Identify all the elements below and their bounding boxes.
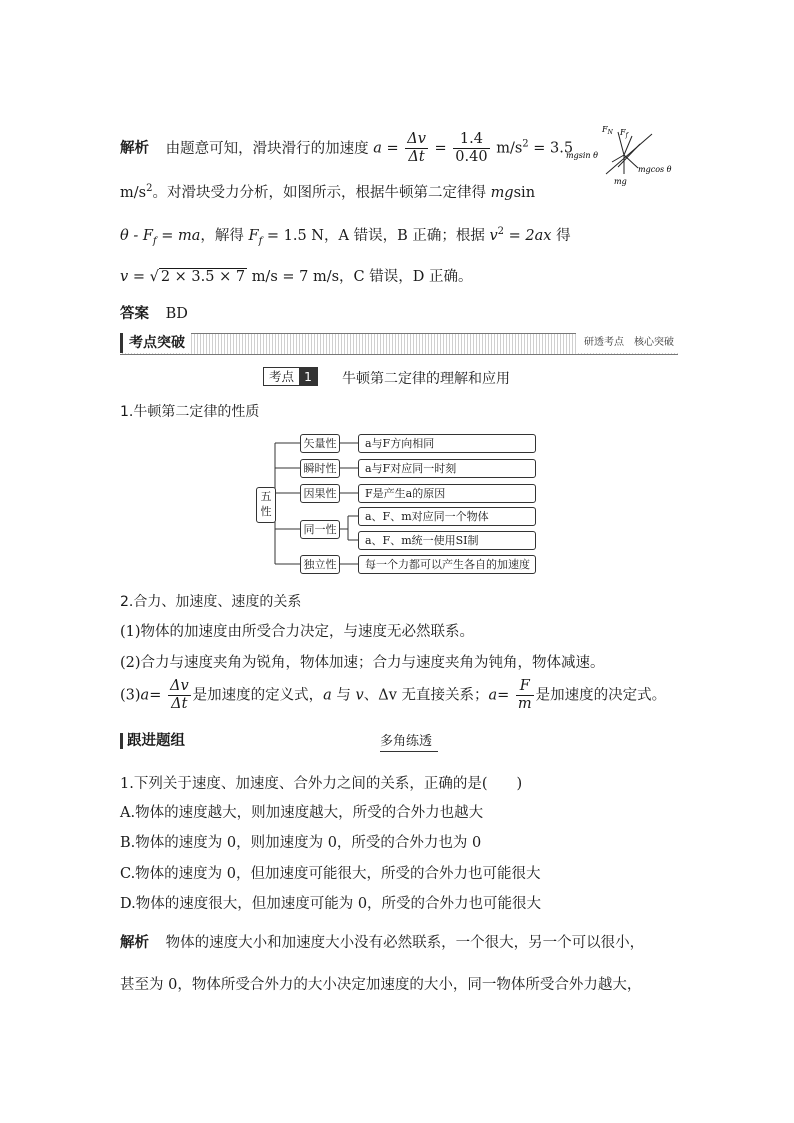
tree-leaf-independent: 每一个力都可以产生各自的加速度 xyxy=(358,555,536,574)
option-a: A.物体的速度越大，则加速度越大，所受的合外力也越大 xyxy=(120,805,484,821)
frac-den: Δt xyxy=(405,148,428,166)
fraction-dv-dt xyxy=(168,678,191,713)
var-a: a xyxy=(488,687,498,704)
paragraph-1: (1)物体的加速度由所受合力决定，与速度无必然联系。 xyxy=(120,624,475,640)
var-v: v xyxy=(489,228,498,244)
var-v: v xyxy=(120,269,129,285)
text: 得 xyxy=(556,228,571,244)
superscript: 2 xyxy=(522,138,529,150)
frac-den: 0.40 xyxy=(455,149,488,165)
analysis-label: 解析 xyxy=(120,140,149,157)
analysis1-line1 xyxy=(120,131,573,167)
paragraph-2: (2)合力与速度夹角为锐角，物体加速；合力与速度夹角为钝角，物体减速。 xyxy=(120,655,605,671)
eq-ma: = ma xyxy=(161,228,201,244)
label-ff: $F_f$ xyxy=(620,128,628,139)
eq-2ax: = 2ax xyxy=(508,228,552,244)
superscript: 2 xyxy=(146,183,153,195)
text: 与 xyxy=(336,687,351,704)
label-mg: mg xyxy=(614,177,627,186)
frac-den: Δt xyxy=(168,695,191,713)
answer-value: BD xyxy=(165,306,188,322)
tree-node-identity: 同一性 xyxy=(300,520,340,539)
text: 是加速度的定义式， xyxy=(192,687,324,704)
answer-label: 答案 xyxy=(120,306,149,322)
equals: = xyxy=(132,269,145,285)
text: 是加速度的决定式。 xyxy=(535,687,667,704)
subscript: f xyxy=(258,235,263,247)
tree-leaf-vector: a与F方向相同 xyxy=(358,434,536,453)
analysis-label: 解析 xyxy=(120,935,149,951)
unit: m/s xyxy=(120,185,147,201)
label-mgcos: mgcos θ xyxy=(638,165,672,174)
tree-leaf-causal: F是产生a的原因 xyxy=(358,484,536,503)
minus-f: - F xyxy=(133,228,153,244)
kaodian-number: 1 xyxy=(299,368,317,385)
tree-leaf-identity-1: a、F、m对应同一个物体 xyxy=(358,507,536,526)
option-c: C.物体的速度为 0，但加速度可能很大，所受的合外力也可能很大 xyxy=(120,866,541,882)
analysis2-line2: 甚至为 0，物体所受合外力的大小决定加速度的大小，同一物体所受合外力越大， xyxy=(120,977,642,993)
text: m/s = 7 m/s，C 错误，D 正确。 xyxy=(251,269,473,285)
analysis1-line4 xyxy=(120,265,472,286)
heading-2: 2.合力、加速度、速度的关系 xyxy=(120,594,302,610)
var-mg: mg xyxy=(490,185,514,201)
frac-num: Δv xyxy=(169,678,189,694)
equals: = xyxy=(386,140,399,157)
superscript: 2 xyxy=(497,226,505,238)
kaodian-label: 考点 xyxy=(269,369,295,384)
heading-1: 1.牛顿第二定律的性质 xyxy=(120,404,260,420)
tree-node-vector: 矢量性 xyxy=(300,434,340,453)
label-mgsin: mgsin θ xyxy=(566,151,598,160)
tree-node-causal: 因果性 xyxy=(300,484,340,503)
frac-den: m xyxy=(517,696,532,712)
fraction-dv-dt xyxy=(405,131,428,166)
mgcos-arrow xyxy=(624,155,638,168)
tree-leaf-instant: a与F对应同一时刻 xyxy=(358,459,536,478)
theta: θ xyxy=(120,228,129,244)
var-v: v xyxy=(355,687,364,704)
kaodian-title: 牛顿第二定律的理解和应用 xyxy=(342,371,510,387)
var-a: a xyxy=(323,687,332,704)
equals: = xyxy=(149,687,162,704)
var-a: a xyxy=(373,140,382,157)
frac-num: F xyxy=(519,678,530,694)
var-f: F xyxy=(248,228,259,244)
section-header xyxy=(120,333,678,355)
analysis-text: 由题意可知，滑块滑行的加速度 xyxy=(165,140,369,157)
analysis1-line2 xyxy=(120,181,535,202)
text-sin: sin xyxy=(513,185,536,201)
unit: m/s xyxy=(496,140,523,157)
sqrt-sign: √ xyxy=(149,269,159,285)
option-d: D.物体的速度很大，但加速度可能为 0，所受的合外力也可能很大 xyxy=(120,896,542,912)
question-stem: 1.下列关于速度、加速度、合外力之间的关系，正确的是( ) xyxy=(120,776,523,792)
subscript: f xyxy=(152,235,157,247)
equals: = xyxy=(434,140,447,157)
frac-num: 1.4 xyxy=(459,131,483,147)
analysis-text: 物体的速度大小和加速度大小没有必然联系，一个很大，另一个可以很小， xyxy=(165,935,645,951)
fraction-values xyxy=(453,131,489,166)
text: 。对滑块受力分析，如图所示，根据牛顿第二定律得 xyxy=(152,185,486,201)
section-title: 考点突破 xyxy=(120,333,191,353)
analysis2-line1 xyxy=(120,931,644,952)
option-b: B.物体的速度为 0，则加速度为 0，所受的合外力也为 0 xyxy=(120,835,482,851)
force-diagram xyxy=(566,122,678,188)
result: = 3.5 xyxy=(533,140,574,157)
followup-title: 跟进题组 xyxy=(120,733,185,749)
mgsin-arrow xyxy=(612,155,624,162)
answer-line xyxy=(120,302,188,323)
text: 、Δv 无直接关系； xyxy=(363,687,489,704)
tree-node-independent: 独立性 xyxy=(300,555,340,574)
frac-num: Δv xyxy=(407,131,426,147)
equals: = xyxy=(497,687,510,704)
analysis1-line3 xyxy=(120,224,571,247)
var-a: a xyxy=(140,687,150,704)
text: ，解得 xyxy=(200,228,244,244)
kaodian-badge xyxy=(263,367,318,386)
label-fn: $F_N$ xyxy=(602,125,613,136)
text: (3) xyxy=(120,687,141,704)
section-subtitle: 研透考点 核心突破 xyxy=(576,333,678,353)
block-edge xyxy=(618,144,640,167)
fraction-f-m xyxy=(516,678,534,713)
tree-node-instant: 瞬时性 xyxy=(300,459,340,478)
text: = 1.5 N，A 错误，B 正确；根据 xyxy=(266,228,485,244)
followup-subtitle: 多角练透 xyxy=(380,734,438,752)
tree-root: 五性 xyxy=(256,487,276,523)
sqrt-content: 2 × 3.5 × 7 xyxy=(160,269,246,285)
tree-leaf-identity-2: a、F、m统一使用SI制 xyxy=(358,531,536,550)
paragraph-3 xyxy=(120,678,666,718)
